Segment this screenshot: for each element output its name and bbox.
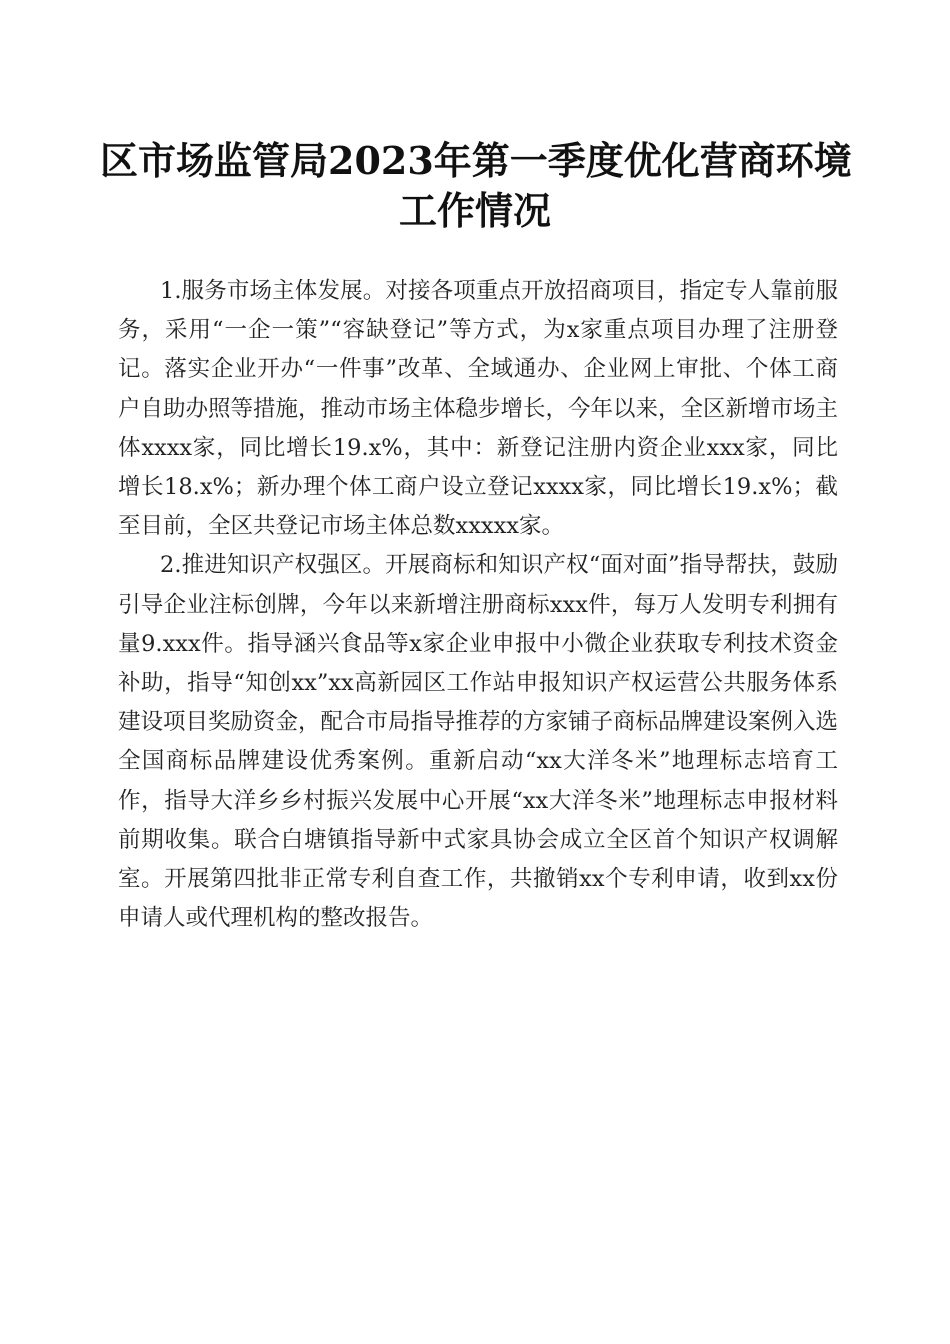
- paragraph-market-entity-development: 1.服务市场主体发展。对接各项重点开放招商项目，指定专人靠前服务，采用“一企一策”“容缺登记”等方式，为x家重点项目办理了注册登记。落实企业开办“一件事”改革、全域通办、企业网上审批、个体工商户自助办照等措施，推动市场主体稳步增长，今年以来，全区新增市场主体xxxx家，同比增长19.x%，其中：新登记注册内资企业xxx家，同比增长18.x%；新办理个体工商户设立登记xxxx家，同比增长19.x%；截至目前，全区共登记市场主体总数xxxxx家。: [118, 278, 839, 540]
- paragraph-intellectual-property: 2.推进知识产权强区。开展商标和知识产权“面对面”指导帮扶，鼓励引导企业注标创牌，今年以来新增注册商标xxx件，每万人发明专利拥有量9.xxx件。指导涵兴食品等x家企业申报中小微企业获取专利技术资金补助，指导“知创xx”xx高新园区工作站申报知识产权运营公共服务体系建设项目奖励资金，配合市局指导推荐的方家铺子商标品牌建设案例入选全国商标品牌建设优秀案例。重新启动“xx大洋冬米”地理标志培育工作，指导大洋乡乡村振兴发展中心开展“xx大洋冬米”地理标志申报材料前期收集。联合白塘镇指导新中式家具协会成立全区首个知识产权调解室。开展第四批非正常专利自查工作，共撤销xx个专利申请，收到xx份申请人或代理机构的整改报告。: [118, 552, 839, 932]
- title-line-1: 区市场监管局2023年第一季度优化营商环境: [100, 138, 852, 183]
- title-line-2: 工作情况: [398, 188, 551, 233]
- document-body: [118, 272, 838, 938]
- page-title: [100, 136, 850, 236]
